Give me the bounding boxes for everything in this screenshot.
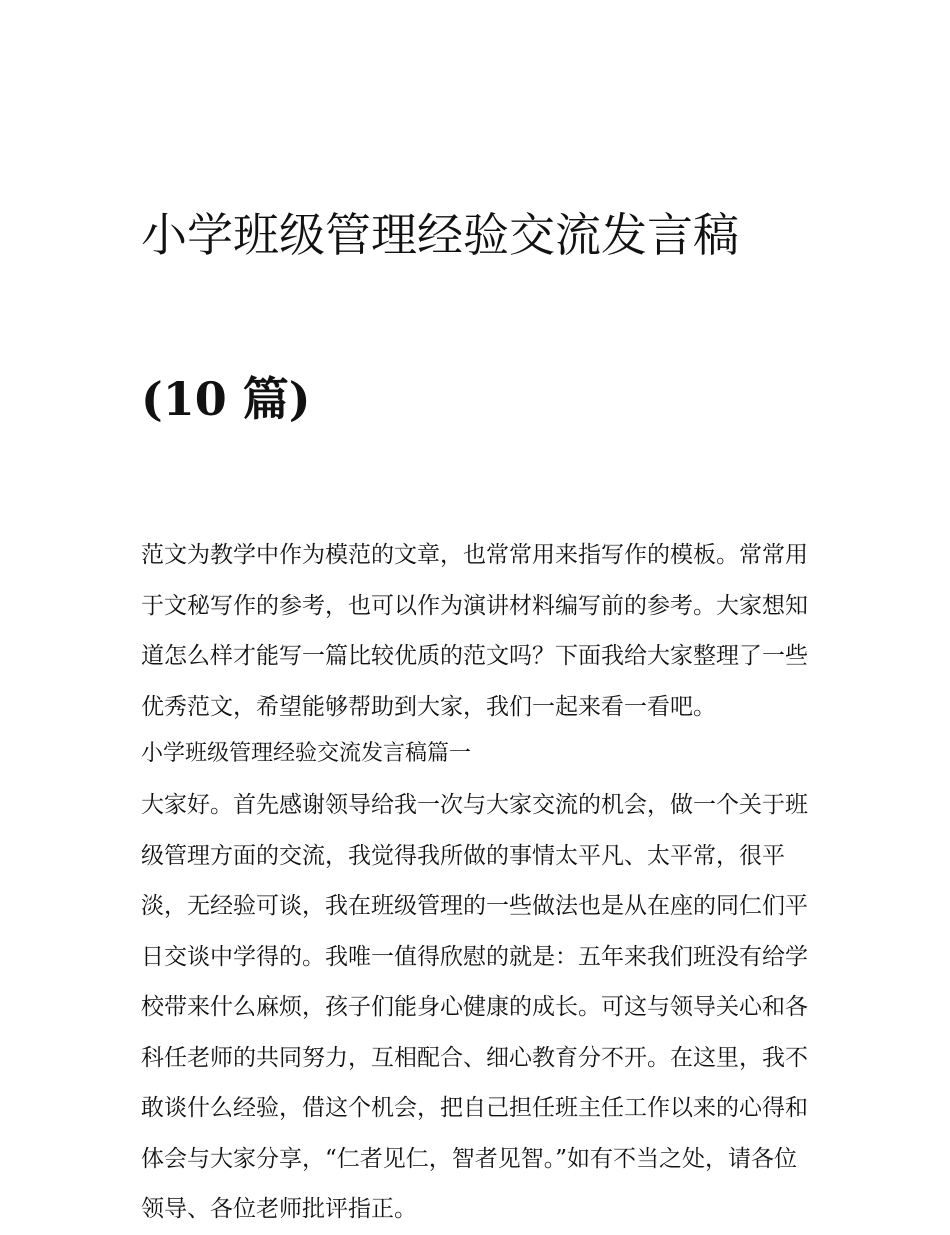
document-title [141,112,813,522]
intro-paragraph: 范文为教学中作为模范的文章，也常常用来指写作的模板。常常用于文秘写作的参考，也可以作为演讲材料编写前的参考。大家想知道怎么样才能写一篇比较优质的范文吗？下面我给大家整理了一些优秀范文，希望能够帮助到大家，我们一起来看一看吧。 [141,542,808,720]
title-line-2: (10 篇) [141,372,311,426]
document-content [141,112,813,1235]
section-heading: 小学班级管理经验交流发言稿篇一 [141,741,472,766]
title-line-1: 小学班级管理经验交流发言稿 [141,208,739,262]
body-paragraph: 大家好。首先感谢领导给我一次与大家交流的机会，做一个关于班级管理方面的交流，我觉得我所做的事情太平凡、太平常，很平淡，无经验可谈，我在班级管理的一些做法也是从在座的同仁们平日交谈中学得的。我唯一值得欣慰的就是：五年来我们班没有给学校带来什么麻烦，孩子们能身心健康的成长。可这与领导关心和各科任老师的共同努力，互相配合、细心教育分不开。在这里，我不敢谈什么经验，借这个机会，把自己担任班主任工作以来的心得和体会与大家分享，“仁者见仁，智者见智。”如有不当之处，请各位领导、各位老师批评指正。 [141,792,808,1222]
